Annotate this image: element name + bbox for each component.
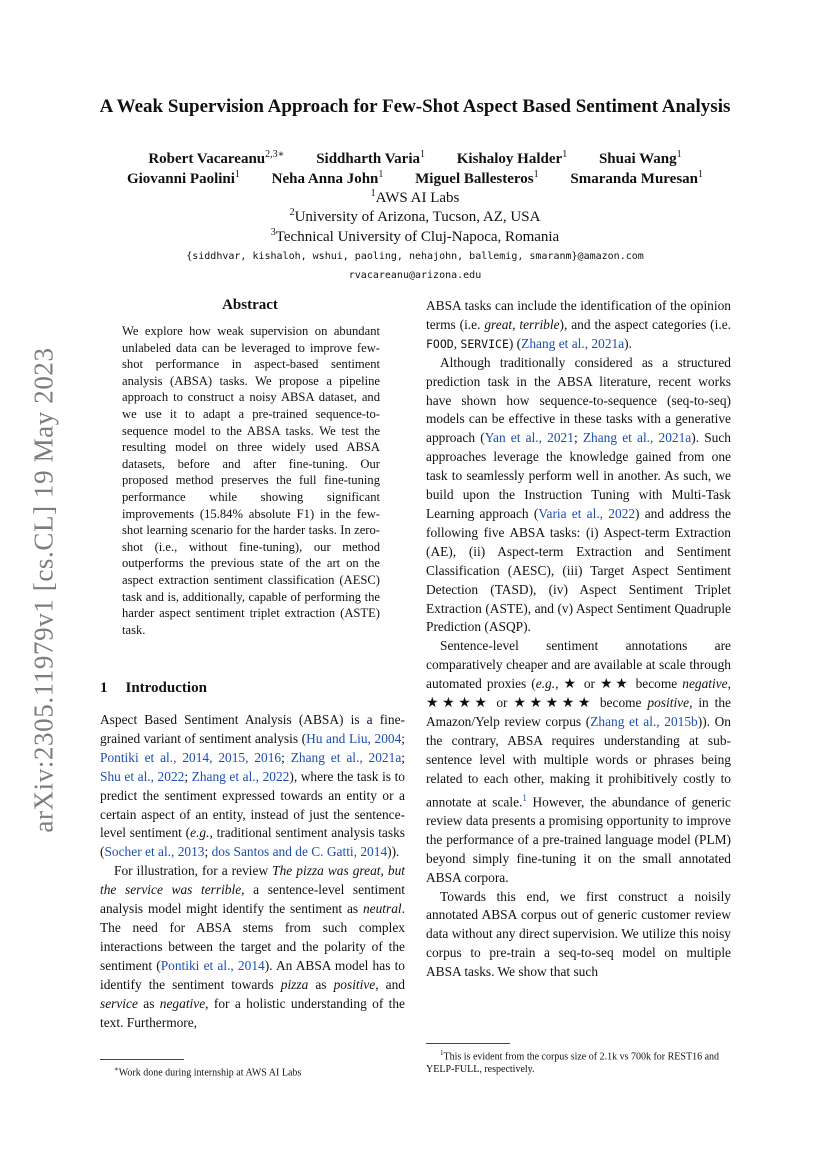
citation-link[interactable]: Zhang et al., 2022 — [191, 768, 290, 784]
citation-link[interactable]: Yan et al., 2021 — [484, 430, 574, 446]
author: Shuai Wang$^1$ — [598, 149, 682, 167]
author: Neha Anna John$^1$ — [271, 169, 384, 187]
paper-title: A Weak Supervision Approach for Few-Shot Aspect Based Sentiment Analysis — [99, 96, 731, 117]
left-column — [100, 711, 405, 1032]
paragraph: For illustration, for a review The pizza was great, but the service was terrible, a sentence-level sentiment analysis model might identify the sentiment as neutral. The need for ABSA stems from such complex interactions between the target and the polarity of the sentiment (Pontiki et al., 2014). An ABSA model has to identify the sentiment towards pizza as positive, and service as negative, for a holistic understanding of the text. Furthermore, — [100, 863, 405, 1030]
citation-link[interactable]: Hu and Liu, 2004 — [306, 730, 402, 746]
citation-link[interactable]: Zhang et al., 2021a — [521, 335, 625, 351]
author: Giovanni Paolini$^1$ — [126, 169, 240, 187]
authors-row-1 — [90, 149, 740, 168]
star-icon: ★ — [563, 676, 579, 693]
affiliation: $^1$AWS AI Labs — [370, 188, 460, 206]
citation-link[interactable]: dos Santos and de C. Gatti, 2014 — [211, 844, 388, 860]
footnote: ∗Work done during internship at AWS AI Labs — [114, 1065, 302, 1079]
email-line: rvacareanu@arizona.edu — [348, 270, 482, 281]
paragraph: Aspect Based Sentiment Analysis (ABSA) is a fine-grained variant of sentiment analysis (Hu and Liu, 2004; Pontiki et al., 2014, 2015, 2016; Zhang et al., 2021a; Shu et al., 2022; Zhang et al., 2022), where the task is to predict the sentiment expressed towards an entity or a certain aspect of an entity, instead of just the sentence-level sentiment (e.g., traditional sentiment analysis tasks (Socher et al., 2013; dos Santos and de C. Gatti, 2014)). — [100, 712, 406, 860]
footnote: $^1$This is evident from the corpus size of 2.1k vs 700k for REST16 and YELP-FULL, respectively. — [426, 1049, 720, 1076]
citation-link[interactable]: Zhang et al., 2015b — [590, 713, 698, 729]
citation-link[interactable]: Zhang et al., 2021a — [582, 430, 692, 446]
arxiv-sidebar — [22, 300, 66, 880]
star-icon: ★★ — [600, 676, 631, 693]
citation-link[interactable]: Zhang et al., 2021a — [290, 749, 402, 765]
author: Kishaloy Halder$^1$ — [456, 149, 568, 167]
arxiv-identifier: arXiv:2305.11979v1 [cs.CL] 19 May 2023 — [28, 347, 59, 833]
abstract-heading: Abstract — [222, 297, 278, 313]
authors-row-2 — [90, 169, 740, 188]
citation-link[interactable]: Pontiki et al., 2014, 2015, 2016 — [100, 749, 282, 765]
affiliation: $^3$Technical University of Cluj-Napoca, Romania — [270, 227, 560, 245]
footnote-rule — [426, 1043, 510, 1044]
citation-link[interactable]: Shu et al., 2022 — [100, 768, 185, 784]
section-heading — [100, 680, 207, 697]
star-icon: ★★★★ — [426, 695, 491, 712]
star-icon: ★★★★★ — [513, 695, 594, 712]
citation-link[interactable]: Pontiki et al., 2014 — [160, 957, 265, 973]
section-number: 1 — [100, 680, 108, 696]
author: Robert Vacareanu$^{2,3∗}$ — [148, 149, 285, 167]
paragraph: Towards this end, we first construct a noisily annotated ABSA corpus out of generic customer review data without any direct supervision. We utilize this noisy corpus to pre-train a seq-to-seq model on multiple ABSA tasks. We show that such — [426, 888, 731, 980]
author: Smaranda Muresan$^1$ — [570, 169, 704, 187]
paragraph: Although traditionally considered as a structured prediction task in the ABSA literature, recent works have shown how sequence-to-sequence (seq-to-seq) models can be effective in these tasks with a generative approach (Yan et al., 2021; Zhang et al., 2021a). Such approaches leverage the knowledge gained from one task to seamlessly perform well in another. As such, we build upon the Instruction Tuning with Multi-Task Learning approach (Varia et al., 2022) and address the following five ABSA tasks: (i) Aspect-term Extraction (AE), (ii) Aspect-term Extraction and Sentiment Classification (AESC), (iii) Target Aspect Sentiment Detection (TASD), (iv) Aspect Sentiment Triplet Extraction (ASTE), and (v) Aspect Sentiment Quadruple Prediction (ASQP). — [426, 354, 731, 635]
right-column — [426, 297, 731, 982]
email-line: {siddhvar, kishaloh, wshui, paoling, nehajohn, ballemig, smaranm}@amazon.com — [186, 251, 644, 262]
footnote-marker[interactable]: 1 — [522, 792, 527, 803]
paragraph: Sentence-level sentiment annotations are comparatively cheaper and are available at scale through automated proxies (e.g., ★ or ★★ become negative, ★★★★ or ★★★★★ become positive, in the Amazon/Yelp review corpus (Zhang et al., 2015b)). On the contrary, ABSA requires understanding at sub-sentence level with multiple words or phrases being related to each other, making it prohibitively costly to annotate at scale.$^1$ However, the abundance of generic review data presents a promising opportunity to improve the performance of a pre-trained language model (PLM) beyond simply fine-tuning it on the small annotated ABSA corpora. — [426, 638, 732, 885]
citation-link[interactable]: Varia et al., 2022 — [538, 505, 636, 521]
citation-link[interactable]: Socher et al., 2013 — [104, 844, 205, 860]
affiliation: $^2$University of Arizona, Tucson, AZ, USA — [289, 207, 541, 225]
paragraph: ABSA tasks can include the identification of the opinion terms (i.e. great, terrible), and the aspect categories (i.e. FOOD, SERVICE) (Zhang et al., 2021a). — [426, 298, 731, 351]
author: Miguel Ballesteros$^1$ — [415, 169, 539, 187]
abstract-text: We explore how weak supervision on abundant unlabeled data can be leveraged to improve few-shot performance in aspect-based sentiment analysis (ABSA) tasks. We propose a pipeline approach to construct a noisy ABSA dataset, and we use it to adapt a pre-trained sequence-to-sequence model to the ABSA tasks. We test the resulting model on three widely used ABSA datasets, before and after fine-tuning. Our proposed method preserves the full fine-tuning performance while showing significant improvements (15.84% absolute F1) in the few-shot learning scenario for the harder tasks. In zero-shot (i.e., without fine-tuning), our method outperforms the previous state of the art on the aspect extraction sentiment classification (AESC) task and is, additionally, capable of performing the harder aspect sentiment triplet extraction (ASTE) task. — [122, 324, 380, 637]
author: Siddharth Varia$^1$ — [316, 149, 425, 167]
section-title: Introduction — [125, 680, 207, 696]
footnote-rule — [100, 1059, 184, 1060]
